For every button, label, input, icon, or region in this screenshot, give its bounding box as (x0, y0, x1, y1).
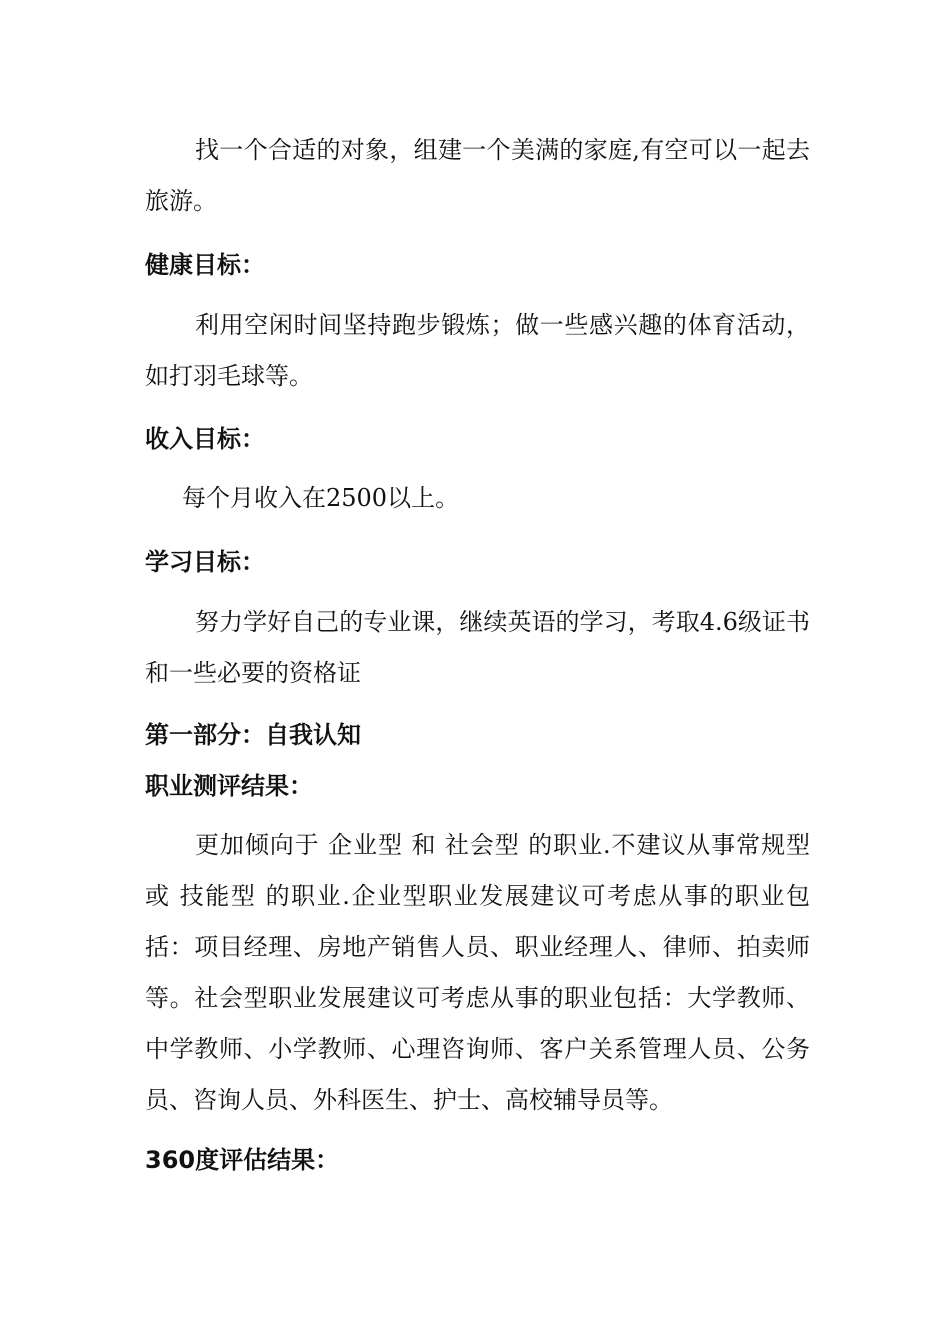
income-goal-heading: 收入目标： (145, 425, 265, 453)
part-one-heading: 第一部分：自我认知 (145, 721, 361, 749)
income-goal-section (145, 473, 810, 524)
study-goal-paragraph: 努力学好自己的专业课，继续英语的学习，考取4.6级证书和一些必要的资格证 (145, 608, 810, 687)
health-goal-heading: 健康目标： (145, 251, 265, 279)
evaluation-360-heading: 360度评估结果： (145, 1146, 340, 1174)
health-goal-section (145, 300, 810, 402)
career-test-paragraph: 更加倾向于 企业型 和 社会型 的职业.不建议从事常规型 或 技能型 的职业.企业型职业发展建议可考虑从事的职业包括：项目经理、房地产销售人员、职业经理人、律师、拍卖师等。社会型职业发展建议可考虑从事的职业包括：大学教师、中学教师、小学教师、心理咨询师、客户关系管理人员、公务员、咨询人员、外科医生、护士、高校辅导员等。 (145, 831, 810, 1114)
career-test-section (145, 820, 810, 1126)
study-goal-section (145, 597, 810, 699)
career-test-heading: 职业测评结果： (145, 772, 313, 800)
health-goal-paragraph: 利用空闲时间坚持跑步锻炼；做一些感兴趣的体育活动，如打羽毛球等。 (145, 311, 810, 390)
family-goal-section (145, 125, 810, 227)
family-goal-paragraph: 找一个合适的对象，组建一个美满的家庭,有空可以一起去旅游。 (145, 136, 810, 215)
study-goal-heading: 学习目标： (145, 548, 265, 576)
income-goal-paragraph: 每个月收入在2500以上。 (182, 484, 460, 512)
